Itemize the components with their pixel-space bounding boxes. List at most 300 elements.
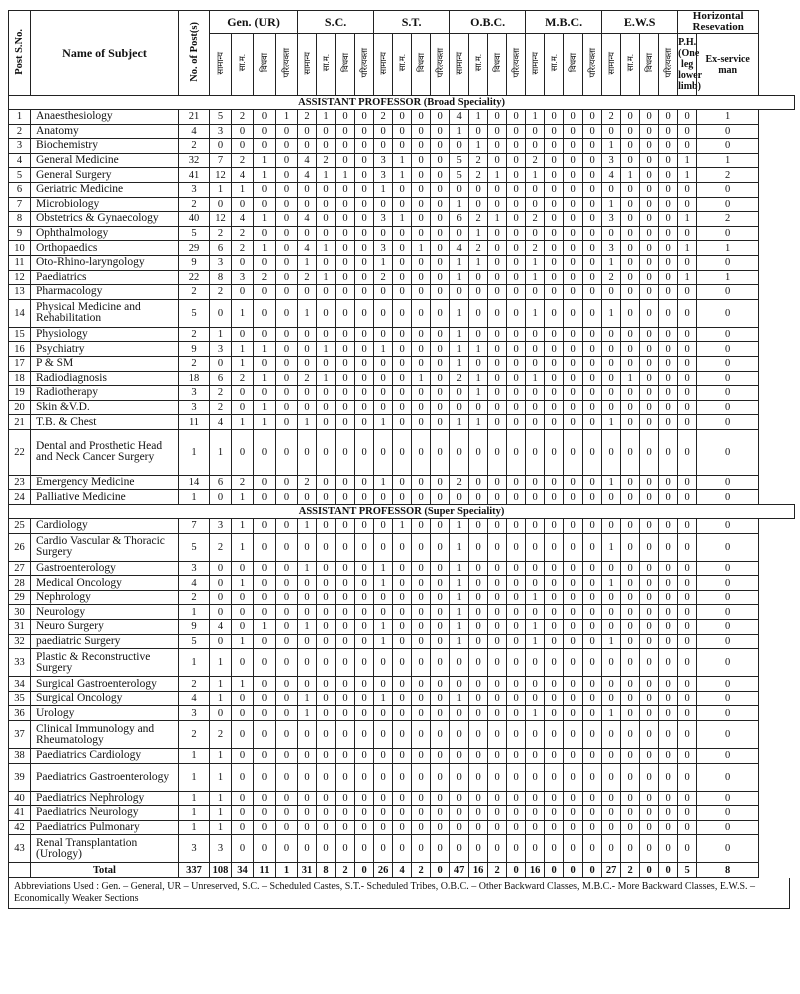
reservation-count: 0: [564, 677, 583, 692]
posts-count: 29: [179, 241, 210, 256]
reservation-count: 0: [545, 576, 564, 591]
reservation-count: 0: [336, 270, 355, 285]
total-count: 0: [659, 863, 678, 878]
reservation-count: 0: [564, 299, 583, 327]
subject-name: Paediatrics: [31, 270, 179, 285]
reservation-count: 0: [640, 371, 659, 386]
reservation-count: 0: [488, 706, 507, 721]
reservation-count: 0: [276, 124, 298, 139]
reservation-count: 0: [678, 255, 697, 270]
reservation-count: 0: [583, 124, 602, 139]
reservation-count: 0: [393, 386, 412, 401]
reservation-count: 0: [450, 649, 469, 677]
reservation-count: 0: [276, 620, 298, 635]
reservation-count: 0: [488, 153, 507, 168]
reservation-count: 0: [602, 749, 621, 764]
reservation-count: 0: [488, 182, 507, 197]
reservation-count: 0: [317, 706, 336, 721]
reservation-count: 0: [564, 820, 583, 835]
reservation-count: 2: [526, 241, 545, 256]
reservation-count: 0: [507, 197, 526, 212]
post-sno: 31: [9, 620, 31, 635]
reservation-count: 0: [507, 285, 526, 300]
reservation-count: 0: [210, 706, 232, 721]
reservation-count: 0: [232, 620, 254, 635]
reservation-count: 1: [602, 415, 621, 430]
reservation-count: 1: [210, 791, 232, 806]
total-count: 26: [374, 863, 393, 878]
reservation-count: 0: [564, 153, 583, 168]
reservation-count: 0: [697, 561, 759, 576]
reservation-count: 0: [412, 590, 431, 605]
reservation-count: 1: [678, 241, 697, 256]
header-subcol: [374, 34, 393, 96]
reservation-count: 0: [640, 110, 659, 125]
reservation-count: 0: [526, 835, 545, 863]
header-subcol: [254, 34, 276, 96]
posts-count: 9: [179, 620, 210, 635]
total-count: 47: [450, 863, 469, 878]
reservation-count: 0: [621, 226, 640, 241]
header-subcol: [450, 34, 469, 96]
reservation-count: 0: [697, 490, 759, 505]
posts-count: 5: [179, 634, 210, 649]
reservation-count: 0: [431, 806, 450, 821]
table-row: [9, 576, 795, 591]
reservation-count: 0: [232, 197, 254, 212]
reservation-count: 0: [298, 791, 317, 806]
reservation-count: 0: [678, 519, 697, 534]
reservation-count: 4: [298, 168, 317, 183]
reservation-count: 0: [602, 429, 621, 475]
reservation-count: 0: [412, 605, 431, 620]
posts-count: 4: [179, 576, 210, 591]
reservation-count: 0: [431, 649, 450, 677]
reservation-count: 0: [450, 820, 469, 835]
reservation-count: 0: [431, 749, 450, 764]
reservation-count: 0: [545, 241, 564, 256]
header-no-of-posts: [179, 11, 210, 96]
reservation-count: 1: [526, 590, 545, 605]
reservation-count: 4: [210, 620, 232, 635]
total-count: 0: [507, 863, 526, 878]
reservation-count: 0: [393, 475, 412, 490]
reservation-count: 1: [469, 386, 488, 401]
reservation-count: 0: [355, 241, 374, 256]
reservation-count: 0: [412, 706, 431, 721]
reservation-count: 0: [254, 110, 276, 125]
reservation-count: 0: [583, 590, 602, 605]
reservation-count: 0: [583, 649, 602, 677]
reservation-count: 0: [564, 763, 583, 791]
reservation-count: 2: [232, 226, 254, 241]
reservation-count: 0: [583, 285, 602, 300]
reservation-count: 0: [355, 791, 374, 806]
reservation-count: 0: [254, 649, 276, 677]
reservation-count: 0: [621, 649, 640, 677]
reservation-count: 0: [374, 124, 393, 139]
reservation-count: 0: [659, 386, 678, 401]
header-group: S.T.: [374, 11, 450, 34]
reservation-count: 0: [526, 197, 545, 212]
reservation-count: 0: [602, 649, 621, 677]
reservation-count: 0: [469, 749, 488, 764]
reservation-count: 0: [412, 212, 431, 227]
reservation-count: 0: [469, 561, 488, 576]
reservation-count: 0: [355, 270, 374, 285]
reservation-count: 0: [412, 763, 431, 791]
reservation-count: 0: [488, 677, 507, 692]
reservation-count: 0: [336, 835, 355, 863]
reservation-count: 0: [697, 620, 759, 635]
reservation-count: 0: [254, 356, 276, 371]
posts-count: 18: [179, 371, 210, 386]
reservation-count: 0: [431, 706, 450, 721]
reservation-count: 0: [621, 241, 640, 256]
reservation-count: 0: [545, 791, 564, 806]
reservation-count: 1: [602, 475, 621, 490]
reservation-count: 2: [602, 110, 621, 125]
reservation-count: 0: [393, 749, 412, 764]
reservation-count: 0: [621, 605, 640, 620]
reservation-count: 0: [374, 299, 393, 327]
reservation-count: 0: [659, 153, 678, 168]
reservation-count: 0: [697, 371, 759, 386]
header-subcol: [564, 34, 583, 96]
reservation-count: 0: [507, 342, 526, 357]
reservation-count: 0: [602, 327, 621, 342]
reservation-count: 0: [602, 605, 621, 620]
reservation-count: 0: [602, 400, 621, 415]
reservation-count: 0: [678, 691, 697, 706]
reservation-count: 0: [659, 342, 678, 357]
reservation-count: 0: [412, 649, 431, 677]
reservation-count: 1: [412, 371, 431, 386]
reservation-count: 0: [640, 706, 659, 721]
reservation-count: 0: [640, 270, 659, 285]
reservation-count: 0: [488, 533, 507, 561]
reservation-count: 1: [254, 212, 276, 227]
reservation-count: 0: [355, 299, 374, 327]
total-count: 16: [469, 863, 488, 878]
reservation-count: 2: [210, 721, 232, 749]
reservation-count: 0: [412, 197, 431, 212]
reservation-count: 0: [355, 153, 374, 168]
reservation-count: 2: [298, 110, 317, 125]
reservation-count: 0: [431, 212, 450, 227]
reservation-count: 0: [659, 110, 678, 125]
reservation-count: 0: [640, 649, 659, 677]
reservation-count: 0: [374, 429, 393, 475]
reservation-count: 0: [697, 356, 759, 371]
table-row: [9, 197, 795, 212]
reservation-count: 0: [374, 371, 393, 386]
reservation-count: 0: [469, 400, 488, 415]
posts-count: 32: [179, 153, 210, 168]
subject-name: Surgical Gastroenterology: [31, 677, 179, 692]
reservation-count: 0: [317, 749, 336, 764]
reservation-count: 0: [431, 429, 450, 475]
header-group: E.W.S: [602, 11, 678, 34]
header-subcol-label: परित्यक्ता: [586, 48, 597, 78]
subject-name: Urology: [31, 706, 179, 721]
reservation-count: 0: [545, 124, 564, 139]
reservation-count: 0: [298, 763, 317, 791]
reservation-count: 1: [232, 342, 254, 357]
reservation-count: 0: [431, 576, 450, 591]
table-row: [9, 110, 795, 125]
reservation-count: 1: [254, 400, 276, 415]
reservation-count: 0: [659, 255, 678, 270]
header-subcol-label: सा.म.: [396, 54, 407, 72]
reservation-count: 0: [469, 182, 488, 197]
reservation-count: 0: [621, 706, 640, 721]
reservation-count: 1: [210, 429, 232, 475]
reservation-count: 0: [276, 356, 298, 371]
reservation-count: 1: [393, 519, 412, 534]
posts-count: 40: [179, 212, 210, 227]
reservation-count: 0: [678, 677, 697, 692]
reservation-count: 0: [526, 576, 545, 591]
reservation-count: 0: [276, 835, 298, 863]
reservation-count: 1: [317, 241, 336, 256]
reservation-count: 0: [602, 721, 621, 749]
reservation-count: 0: [276, 299, 298, 327]
reservation-count: 0: [583, 806, 602, 821]
reservation-count: 0: [640, 820, 659, 835]
reservation-count: 0: [659, 241, 678, 256]
reservation-count: 0: [336, 400, 355, 415]
reservation-count: 0: [393, 791, 412, 806]
reservation-count: 0: [507, 356, 526, 371]
reservation-count: 0: [678, 590, 697, 605]
reservation-count: 4: [298, 212, 317, 227]
reservation-count: 0: [564, 429, 583, 475]
reservation-count: 0: [640, 182, 659, 197]
reservation-count: 1: [276, 110, 298, 125]
reservation-count: 0: [678, 371, 697, 386]
reservation-count: 0: [431, 835, 450, 863]
header-subcol: [583, 34, 602, 96]
reservation-count: 5: [450, 153, 469, 168]
reservation-count: 0: [545, 763, 564, 791]
reservation-count: 0: [545, 356, 564, 371]
reservation-count: 0: [276, 400, 298, 415]
header-subject: Name of Subject: [31, 11, 179, 96]
reservation-count: 0: [276, 342, 298, 357]
reservation-count: 0: [621, 386, 640, 401]
reservation-count: 0: [507, 386, 526, 401]
reservation-count: 4: [602, 168, 621, 183]
reservation-count: 0: [678, 226, 697, 241]
reservation-count: 0: [678, 429, 697, 475]
reservation-count: 0: [659, 576, 678, 591]
reservation-count: 0: [640, 356, 659, 371]
reservation-count: 0: [317, 721, 336, 749]
reservation-count: 0: [469, 124, 488, 139]
reservation-count: 0: [678, 620, 697, 635]
reservation-count: 8: [210, 270, 232, 285]
reservation-count: 0: [393, 533, 412, 561]
reservation-count: 3: [374, 168, 393, 183]
reservation-count: 0: [431, 139, 450, 154]
reservation-count: 0: [678, 533, 697, 561]
reservation-count: 2: [469, 212, 488, 227]
reservation-count: 0: [317, 212, 336, 227]
reservation-count: 0: [355, 342, 374, 357]
reservation-count: 0: [276, 561, 298, 576]
reservation-count: 0: [526, 533, 545, 561]
header-group: M.B.C.: [526, 11, 602, 34]
reservation-count: 0: [488, 806, 507, 821]
reservation-count: 0: [210, 634, 232, 649]
reservation-count: 0: [621, 677, 640, 692]
reservation-count: 0: [412, 299, 431, 327]
header-subcol-label: विधवा: [491, 53, 502, 73]
reservation-count: 0: [254, 475, 276, 490]
subject-name: Oto-Rhino-laryngology: [31, 255, 179, 270]
reservation-count: 0: [659, 139, 678, 154]
reservation-count: 1: [697, 110, 759, 125]
reservation-count: 0: [545, 519, 564, 534]
reservation-count: 0: [393, 415, 412, 430]
reservation-count: 0: [583, 519, 602, 534]
reservation-count: 0: [507, 490, 526, 505]
reservation-count: 0: [232, 763, 254, 791]
table-row: [9, 721, 795, 749]
reservation-count: 0: [336, 386, 355, 401]
reservation-count: 1: [210, 677, 232, 692]
reservation-count: 0: [640, 835, 659, 863]
reservation-count: 0: [488, 620, 507, 635]
reservation-count: 0: [374, 490, 393, 505]
reservation-count: 0: [431, 620, 450, 635]
reservation-count: 0: [488, 561, 507, 576]
vacancy-sheet: [8, 10, 790, 909]
reservation-count: 0: [526, 749, 545, 764]
reservation-count: 0: [431, 299, 450, 327]
reservation-count: 1: [450, 356, 469, 371]
reservation-count: 0: [640, 806, 659, 821]
reservation-count: 0: [621, 820, 640, 835]
reservation-count: 0: [621, 519, 640, 534]
reservation-count: 0: [254, 519, 276, 534]
reservation-count: 0: [450, 400, 469, 415]
reservation-count: 0: [526, 490, 545, 505]
reservation-count: 0: [564, 356, 583, 371]
reservation-count: 2: [232, 475, 254, 490]
reservation-count: 0: [469, 634, 488, 649]
reservation-count: 0: [469, 721, 488, 749]
reservation-count: 0: [678, 490, 697, 505]
total-count: 0: [640, 863, 659, 878]
reservation-count: 0: [298, 327, 317, 342]
reservation-count: 0: [526, 139, 545, 154]
reservation-count: 0: [336, 576, 355, 591]
reservation-count: 0: [317, 182, 336, 197]
reservation-count: 0: [545, 561, 564, 576]
reservation-count: 0: [602, 835, 621, 863]
reservation-count: 0: [276, 634, 298, 649]
reservation-count: 0: [393, 576, 412, 591]
reservation-count: 0: [393, 721, 412, 749]
subject-name: Radiotherapy: [31, 386, 179, 401]
reservation-count: 0: [232, 124, 254, 139]
reservation-count: 0: [232, 691, 254, 706]
post-sno: 4: [9, 153, 31, 168]
reservation-count: 0: [678, 605, 697, 620]
reservation-count: 0: [431, 791, 450, 806]
reservation-count: 1: [232, 677, 254, 692]
reservation-count: 0: [393, 649, 412, 677]
reservation-count: 0: [564, 605, 583, 620]
reservation-count: 0: [276, 226, 298, 241]
reservation-count: 0: [678, 139, 697, 154]
reservation-count: 0: [583, 153, 602, 168]
reservation-count: 0: [678, 356, 697, 371]
reservation-count: 0: [545, 342, 564, 357]
reservation-count: 0: [526, 327, 545, 342]
reservation-count: 2: [232, 110, 254, 125]
reservation-count: 1: [526, 255, 545, 270]
reservation-count: 0: [276, 255, 298, 270]
reservation-count: 0: [507, 270, 526, 285]
reservation-count: 0: [431, 475, 450, 490]
table-row: [9, 806, 795, 821]
vacancy-table: [8, 10, 795, 878]
reservation-count: 1: [469, 255, 488, 270]
reservation-count: 0: [393, 371, 412, 386]
reservation-count: 1: [469, 342, 488, 357]
reservation-count: 0: [355, 400, 374, 415]
reservation-count: 0: [659, 649, 678, 677]
posts-count: 2: [179, 197, 210, 212]
reservation-count: 3: [210, 342, 232, 357]
reservation-count: 0: [507, 519, 526, 534]
reservation-count: 0: [659, 749, 678, 764]
posts-count: 3: [179, 182, 210, 197]
reservation-count: 0: [697, 749, 759, 764]
reservation-count: 1: [469, 415, 488, 430]
reservation-count: 0: [488, 386, 507, 401]
reservation-count: 0: [659, 721, 678, 749]
reservation-count: 0: [336, 212, 355, 227]
total-count: 2: [412, 863, 431, 878]
reservation-count: 0: [210, 576, 232, 591]
subject-name: Cardio Vascular & Thoracic Surgery: [31, 533, 179, 561]
reservation-count: 1: [526, 620, 545, 635]
reservation-count: 0: [488, 285, 507, 300]
reservation-count: 1: [298, 620, 317, 635]
reservation-count: 1: [393, 212, 412, 227]
reservation-count: 1: [298, 706, 317, 721]
reservation-count: 0: [393, 806, 412, 821]
post-sno: 2: [9, 124, 31, 139]
header-subcol: [431, 34, 450, 96]
reservation-count: 0: [583, 791, 602, 806]
reservation-count: 0: [545, 605, 564, 620]
reservation-count: 0: [697, 327, 759, 342]
reservation-count: 0: [678, 721, 697, 749]
header-subcol-label: सामान्य: [301, 51, 312, 75]
reservation-count: 2: [374, 270, 393, 285]
reservation-count: 0: [583, 533, 602, 561]
reservation-count: 0: [254, 533, 276, 561]
reservation-count: 0: [678, 327, 697, 342]
table-row: [9, 212, 795, 227]
post-sno: 32: [9, 634, 31, 649]
reservation-count: 0: [488, 429, 507, 475]
